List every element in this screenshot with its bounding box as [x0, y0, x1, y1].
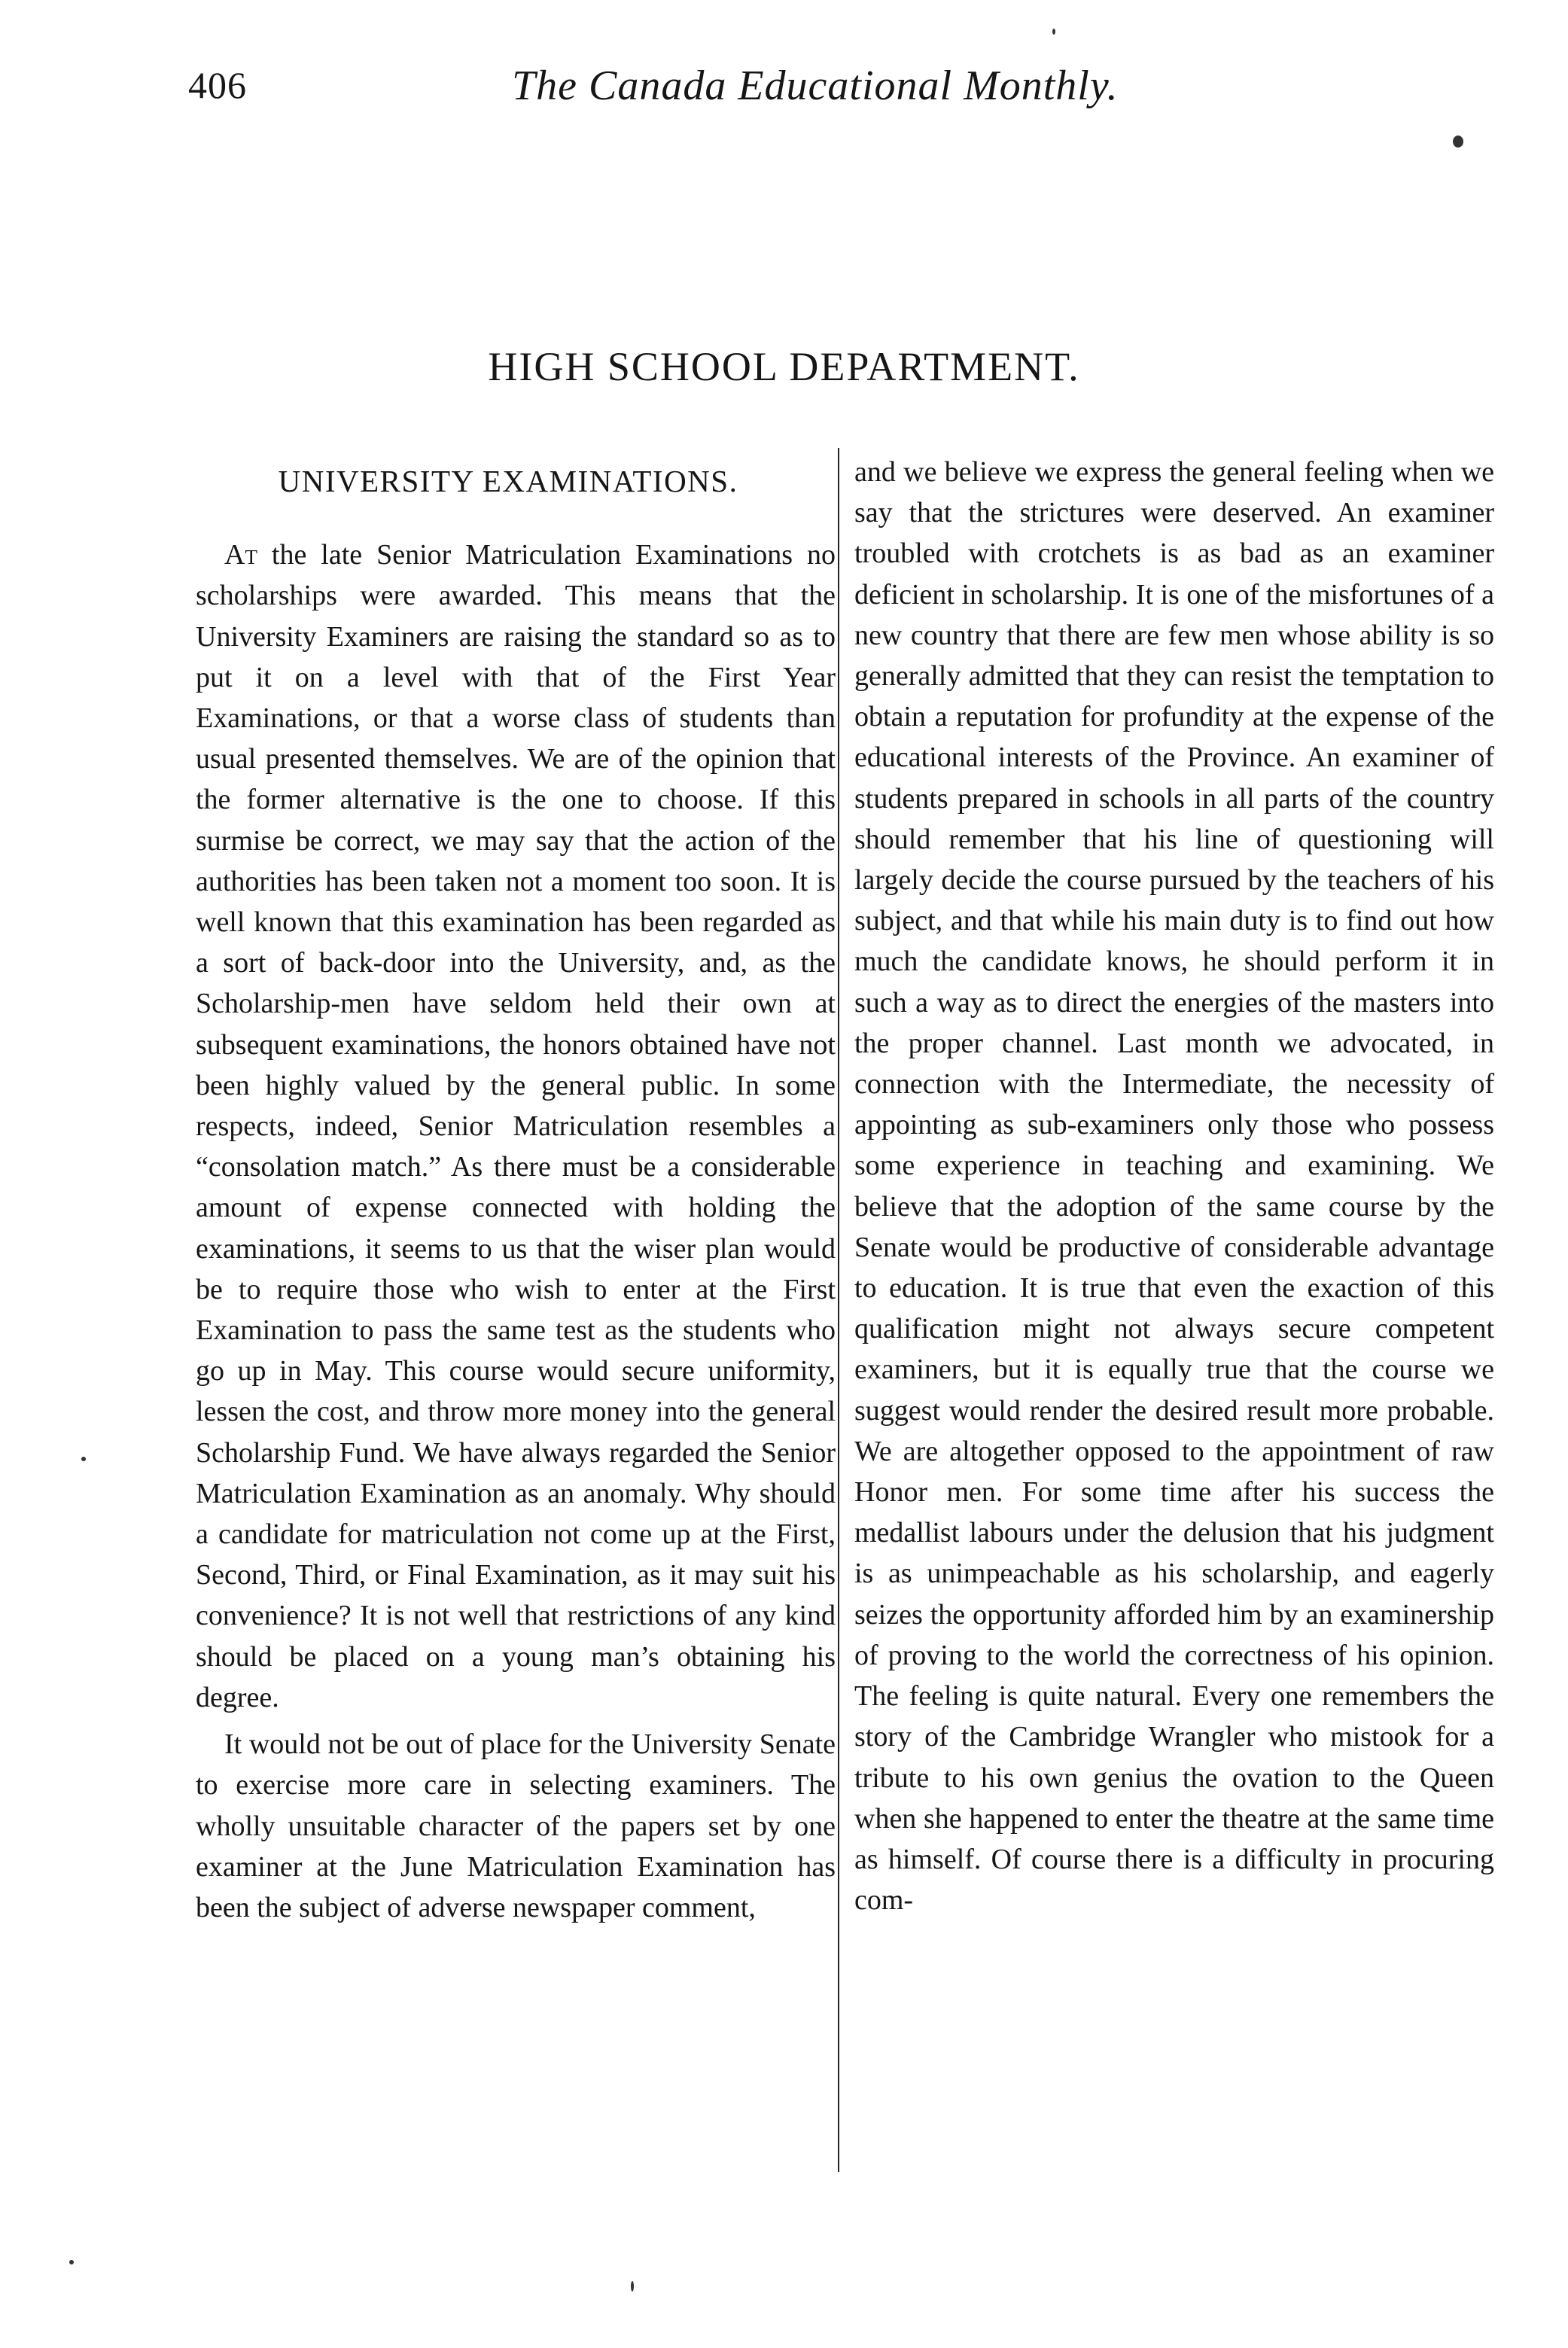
print-speck	[631, 2281, 634, 2292]
paragraph-2-continued: and we believe we express the general feeling when we say that the strictures were deserved. An examiner troubled with crotchets is as bad as an examiner deficient in scholarship. It is one of the misfortunes of a new country that there are few men whose ability is so generally admitted that they can resist the temptation to obtain a reputation for profundity at the expense of the educational interests of the Province. An examiner of students prepared in schools in all parts of the country should remember that his line of questioning will largely decide the course pursued by the teachers of his subject, and that while his main duty is to find out how much the candidate knows, he should perform it in such a way as to direct the energies of the masters into the proper channel. Last month we advocated, in connection with the Intermediate, the necessity of appointing as sub-examiners only those who possess some experience in teaching and examining. We believe that the adoption of the same course by the Senate would be productive of considerable advantage to education. It is true that even the exaction of this qualification might not always secure competent examiners, but it is equally true that the course we suggest would render the desired result more probable. We are altogether opposed to the appointment of raw Honor men. For some time after his success the medallist labours under the delusion that his judgment is as unimpeachable as his scholarship, and eagerly seizes the opportunity afforded him by an examinership of proving to the world the correctness of his opinion. The feeling is quite natural. Every one remembers the story of the Cambridge Wrangler who mistook for a tribute to his own genius the ovation to the Queen when she happened to enter the theatre at the same time as himself. Of course there is a difficulty in procuring com-	[854, 456, 1494, 1917]
article-heading: UNIVERSITY EXAMINATIONS.	[278, 464, 738, 498]
section-title: HIGH SCHOOL DEPARTMENT.	[488, 344, 1080, 389]
paragraph-2: It would not be out of place for the University Senate to exercise more care in selecting examiners. The wholly unsuitable character of the papers set by one examiner at the June Matriculation Examination has been the subject of adverse newspaper comment,	[196, 1728, 836, 1923]
page-number: 406	[188, 64, 247, 106]
print-speck	[1052, 29, 1055, 35]
column-divider	[838, 448, 839, 2172]
print-speck	[1453, 136, 1463, 148]
print-speck	[81, 1457, 86, 1461]
print-speck	[69, 2260, 74, 2264]
left-column	[196, 452, 836, 1928]
right-column	[854, 452, 1494, 1920]
paragraph-1	[196, 534, 836, 1718]
paragraph-1-body: the late Senior Matriculation Examinations no scholarships were awarded. This means that the University Examiners are raising the standard so as to put it on a level with that of the First Year Examinations, or that a worse class of students than usual presented themselves. We are of the opinion that the former alternative is the one to choose. If this surmise be correct, we may say that the action of the authorities has been taken not a moment too soon. It is well known that this examination has been regarded as a sort of back-door into the University, and, as the Scholarship-men have seldom held their own at subsequent examinations, the honors obtained have not been highly valued by the general public. In some respects, indeed, Senior Matriculation resembles a “consolation match.” As there must be a considerable amount of expense connected with holding the examinations, it seems to us that the wiser plan would be to require those who wish to enter at the First Examination to pass the same test as the students who go up in May. This course would secure uniformity, lessen the cost, and throw more money into the general Scholarship Fund. We have always regarded the Senior Matriculation Examination as an anomaly. Why should a candidate for matriculation not come up at the First, Second, Third, or Final Examination, as it may suit his convenience? It is not well that restrictions of any kind should be placed on a young man’s obtaining his degree.	[196, 539, 836, 1713]
journal-title: The Canada Educational Monthly.	[512, 62, 1119, 109]
paragraph-1-lead: At	[224, 539, 257, 571]
running-head	[0, 59, 1568, 126]
